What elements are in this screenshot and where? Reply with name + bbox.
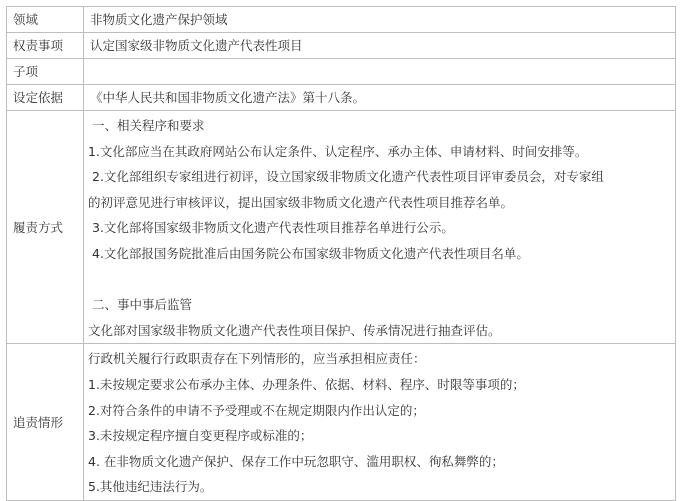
row-label-matter: 权责事项	[7, 33, 84, 59]
accountability-line: 3.未按规定程序擅自变更程序或标准的；	[88, 428, 313, 444]
table-row	[7, 7, 676, 33]
row-label-subitem: 子项	[7, 59, 84, 85]
method-line: 文化部对国家级非物质文化遗产代表性项目保护、传承情况进行抽查评估。	[88, 322, 501, 338]
table-row	[7, 33, 676, 59]
method-line: 4.文化部报国务院批准后由国务院公布国家级非物质文化遗产代表性项目名单。	[92, 245, 529, 261]
row-label-method: 履责方式	[7, 111, 84, 344]
info-table	[6, 6, 676, 501]
method-line: 1.文化部应当在其政府网站公布认定条件、认定程序、承办主体、申请材料、时间安排等。	[88, 143, 588, 159]
row-value-accountability	[84, 344, 676, 501]
method-line: 2.文化部组织专家组进行初评，设立国家级非物质文化遗产代表性项目评审委员会，对专家组	[92, 169, 604, 185]
row-label-domain: 领域	[7, 7, 84, 33]
table-row	[7, 111, 676, 344]
method-line: 一、相关程序和要求	[92, 118, 205, 133]
accountability-line: 5.其他违纪违法行为。	[88, 479, 213, 495]
row-value-matter: 认定国家级非物质文化遗产代表性项目	[84, 33, 676, 59]
accountability-line: 4. 在非物质文化遗产保护、保存工作中玩忽职守、滥用职权、徇私舞弊的；	[88, 453, 504, 469]
table-row	[7, 85, 676, 111]
row-value-domain: 非物质文化遗产保护领域	[84, 7, 676, 33]
method-line: 的初评意见进行审核评议，提出国家级非物质文化遗产代表性项目推荐名单。	[88, 194, 514, 210]
table-row	[7, 344, 676, 501]
row-value-subitem	[84, 59, 676, 85]
accountability-line: 1.未按规定要求公布承办主体、办理条件、依据、材料、程序、时限等事项的；	[88, 376, 525, 392]
row-value-basis: 《中华人民共和国非物质文化遗产法》第十八条。	[84, 85, 676, 111]
method-blank-line	[88, 267, 675, 293]
method-line: 二、事中事后监管	[92, 297, 193, 313]
table-row	[7, 59, 676, 85]
row-value-method	[84, 111, 676, 344]
row-label-accountability: 追责情形	[7, 344, 84, 501]
accountability-line: 2.对符合条件的申请不予受理或不在规定期限内作出认定的；	[88, 402, 425, 418]
method-line: 3.文化部将国家级非物质文化遗产代表性项目推荐名单进行公示。	[92, 220, 454, 236]
accountability-line: 行政机关履行行政职责存在下列情形的，应当承担相应责任：	[88, 351, 426, 367]
row-label-basis: 设定依据	[7, 85, 84, 111]
